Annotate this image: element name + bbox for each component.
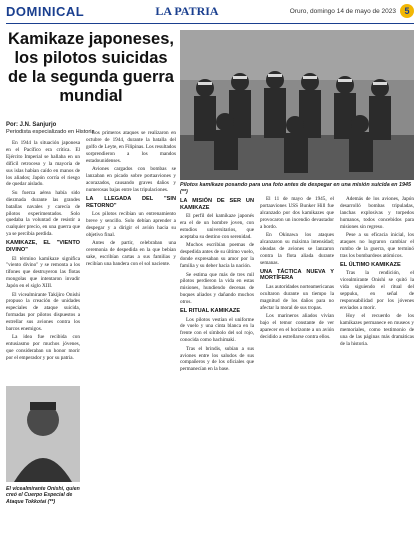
section-heading: UNA TÁCTICA NUEVA Y MORTÍFERA	[260, 268, 334, 282]
onishi-photo	[6, 386, 80, 482]
newspaper-logo: LA PATRIA	[155, 3, 219, 18]
article-headline: Kamikaze japoneses, los pilotos suicidas de la segunda guerra mundial	[8, 30, 174, 105]
paragraph: La idea fue recibida con entusiasmo por muchos jóvenes, que consideraban un honor morir por el emperador y por su patria.	[6, 334, 80, 362]
section-heading: KAMIKAZE, EL "VIENTO DIVINO"	[6, 240, 80, 254]
paragraph: Su fuerza aérea había sido diezmada durante las grandes batallas navales y carecía de pilotos experimentados. Solo quedaba la voluntad de resistir a cualquier precio, en una guerra que ya se percibía perdida.	[6, 189, 80, 238]
paragraph: Los pilotos vestían el uniforme de vuelo y una cinta blanca en la frente con el símbolo del sol rojo, conocida como hachimaki.	[180, 316, 254, 344]
paragraph: El 11 de mayo de 1945, el portaaviones USS Bunker Hill fue alcanzado por dos kamikazes que provocaron un incendio devastador a bordo.	[260, 196, 334, 230]
paragraph: Además de los aviones, Japón desarrolló bombas tripuladas, lanchas explosivas y torpedos humanos, todos concebidos para misiones sin regreso.	[340, 196, 414, 230]
author-name: Por: J.N. Sanjurjo	[6, 122, 57, 128]
paragraph: El perfil del kamikaze japonés era el de un hombre joven, con estudios universitarios, que aceptaba su destino con serenidad.	[180, 213, 254, 241]
pilots-photo	[180, 30, 414, 180]
paragraph: El término kamikaze significa "viento divino" y se remonta a los tifones que destruyeron las flotas mongolas que intentaron invadir Japón en el siglo XIII.	[6, 255, 80, 290]
page-header	[0, 0, 420, 22]
inset-caption: El vicealmirante Onishi, quien creó el Cuerpo Especial de Ataque Tokkotai (**)	[6, 486, 80, 505]
section-heading: LA MISIÓN DE SER UN KAMIKAZE	[180, 198, 254, 211]
section-heading: EL RITUAL KAMIKAZE	[180, 308, 241, 315]
article-column-3	[180, 196, 254, 530]
paragraph: Tras la rendición, el vicealmirante Onishi se quitó la vida siguiendo el ritual del seppuku, en señal de responsabilidad por los jóvenes enviados a morir.	[340, 270, 414, 311]
dateline: Oruro, domingo 14 de mayo de 2023	[289, 7, 396, 15]
paragraph: El vicealmirante Takijiro Onishi propuso la creación de unidades especiales de ataque suicida, formadas por pilotos dispuestos a estrellar sus aviones contra los barcos enemigos.	[6, 291, 80, 333]
paragraph: Aviones cargados con bombas se lanzaban en picado sobre portaaviones y acorazados, causando graves daños y numerosas bajas entre las tripulaciones.	[86, 166, 176, 193]
header-right	[290, 4, 414, 18]
paragraph: Los pilotos recibían un entrenamiento breve y sencillo. Solo debían aprender a despegar y a dirigir el avión hacia su objetivo final.	[86, 210, 176, 238]
article-column-4	[260, 196, 334, 530]
paragraph: En Okinawa los ataques alcanzaron su máxima intensidad; oleadas de aviones se lanzaron contra la flota aliada durante semanas.	[260, 232, 334, 266]
section-heading: EL ÚLTIMO KAMIKAZE	[340, 261, 401, 268]
article-column-5	[340, 196, 414, 530]
paragraph: Pese a su eficacia inicial, los ataques no lograron cambiar el rumbo de la guerra, que terminó tras los bombardeos atómicos.	[340, 232, 414, 259]
paragraph: Se estima que más de tres mil pilotos perdieron la vida en estas misiones, hundiendo decenas de buques aliados y dañando muchos otros.	[180, 271, 254, 306]
paragraph: Los primeros ataques se realizaron en octubre de 1944, durante la batalla del golfo de Leyte, en Filipinas. Los resultados sorprendieron a los mandos estadounidenses.	[86, 130, 176, 164]
photo-caption: Pilotos kamikaze posando para una foto antes de despegar en una misión suicida en 1945 (**)	[180, 182, 411, 195]
paragraph: Tras el brindis, subían a sus aviones entre los saludos de sus compañeros y de los oficiales que permanecían en la base.	[180, 345, 254, 373]
paragraph: Los marineros aliados vivían bajo el temor constante de ver aparecer en el horizonte a un avión decidido a estrellarse contra ellos.	[260, 313, 334, 340]
section-heading: LA LLEGADA DEL "SIN RETORNO"	[86, 195, 176, 209]
paragraph: Antes de partir, celebraban una ceremonia de despedida en la que bebían sake, escribían cartas a sus familias y recibían una bandera con el sol naciente.	[86, 240, 176, 267]
page-number: 5	[400, 4, 414, 18]
author-role: Periodista especializado en Historia	[6, 129, 95, 135]
paragraph: Las autoridades norteamericanas ocultaron durante un tiempo la magnitud de los daños para no afectar la moral de sus tropas.	[260, 283, 334, 311]
paragraph: En 1944 la situación japonesa en el Pacífico era crítica. El Ejército Imperial se hallaba en un difícil retroceso y la mayoría de sus islas habían caído en manos de los aliados; Japón corría el riesgo de quedar aislado.	[6, 140, 80, 188]
paragraph: Hoy el recuerdo de los kamikazes permanece en museos y memoriales, como testimonio de una de las páginas más dramáticas de la historia.	[340, 313, 414, 347]
article-column-1	[6, 140, 80, 382]
header-rule	[6, 23, 414, 24]
article-column-2	[86, 130, 176, 530]
section-logo: DOMINICAL	[6, 3, 85, 19]
paragraph: Muchos escribían poemas de despedida antes de su último vuelo, donde expresaban su amor por la familia y su deber hacia la nación.	[180, 242, 254, 270]
